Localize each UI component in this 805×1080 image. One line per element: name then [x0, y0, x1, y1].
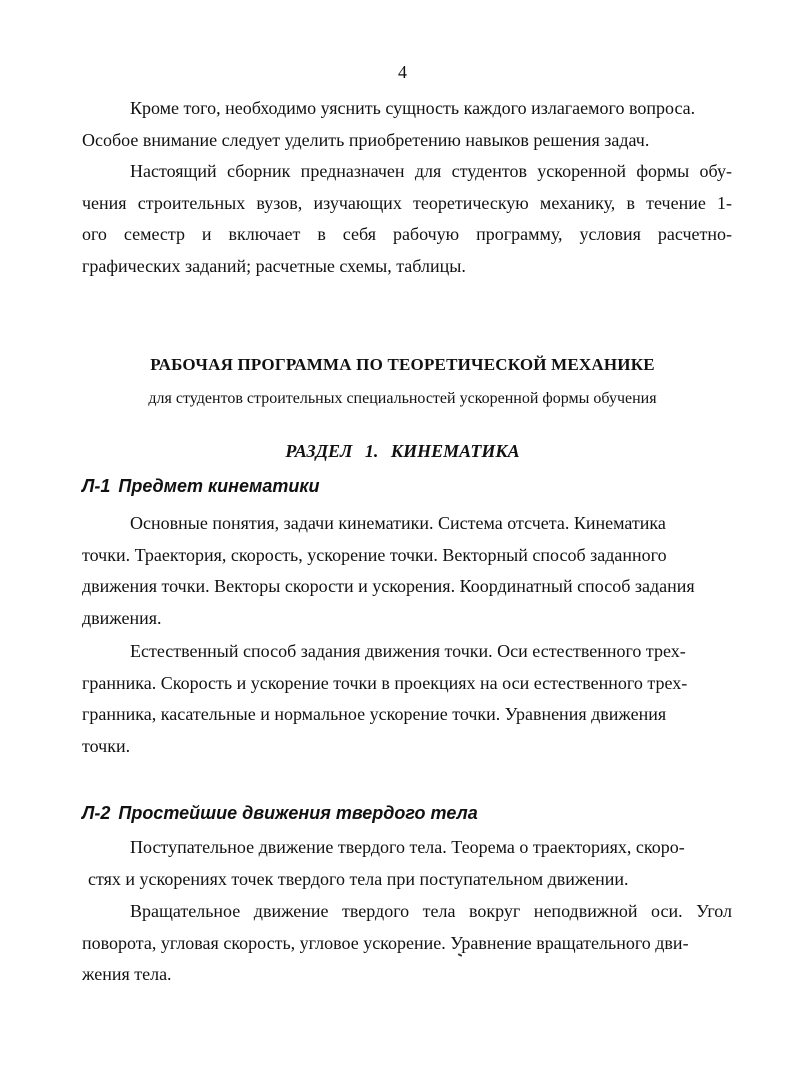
text-line: Особое внимание следует уделить приобретению навыков решения задач. — [82, 129, 650, 150]
lecture-number: Л-2 — [82, 803, 111, 823]
text-line: ого семестр и включает в себя рабочую программу, условия расчетно- — [82, 224, 732, 244]
text-line: графических заданий; расчетные схемы, таблицы. — [82, 255, 466, 276]
text-line: Настоящий сборник предназначен для студентов ускоренной формы обу- — [130, 161, 732, 181]
lecture-heading — [82, 476, 319, 497]
lecture-title: Простейшие движения твердого тела — [118, 803, 478, 823]
text-line: движения точки. Векторы скорости и ускорения. Координатный способ задания — [82, 576, 695, 596]
program-subtitle: для студентов строительных специальностей ускоренной формы обучения — [148, 390, 657, 407]
text-line: движения. — [82, 607, 162, 628]
text-line: чения строительных вузов, изучающих теоретическую механику, в течение 1- — [82, 192, 732, 213]
text-line: стях и ускорениях точек твердого тела при поступательном движении. — [88, 868, 629, 889]
text-line: точки. — [82, 735, 131, 756]
lecture-title: Предмет кинематики — [118, 476, 320, 496]
lecture-1-paragraph-1 — [82, 508, 732, 634]
intro-paragraph-2 — [82, 156, 732, 282]
lecture-2-paragraph-1 — [82, 832, 732, 895]
lecture-2-paragraph-2 — [82, 896, 732, 991]
intro-paragraph-1 — [82, 93, 732, 156]
text-line: Вращательное движение твердого тела вокруг неподвижной оси. Угол — [130, 901, 732, 921]
page-number: 4 — [398, 62, 407, 82]
section-title: РАЗДЕЛ 1. КИНЕМАТИКА — [285, 441, 520, 461]
text-line: гранника. Скорость и ускорение точки в проекциях на оси естественного трех- — [82, 672, 688, 693]
text-line: жения тела. — [82, 964, 172, 984]
text-line: точки. Траектория, скорость, ускорение точки. Векторный способ заданного — [82, 544, 667, 565]
text-line: Основные понятия, задачи кинематики. Система отсчета. Кинематика — [130, 513, 666, 533]
lecture-1-paragraph-2 — [82, 636, 732, 762]
text-line: поворота, угловая скорость, угловое ускорение. Уравнение вращательного дви- — [82, 932, 689, 953]
text-line: гранника, касательные и нормальное ускорение точки. Уравнения движения — [82, 704, 667, 724]
text-line: Поступательное движение твердого тела. Теорема о траекториях, скоро- — [130, 837, 685, 857]
text-line: Кроме того, необходимо уяснить сущность каждого излагаемого вопроса. — [130, 98, 696, 118]
program-title: РАБОЧАЯ ПРОГРАММА ПО ТЕОРЕТИЧЕСКОЙ МЕХАНИКЕ — [150, 355, 655, 374]
text-line: Естественный способ задания движения точки. Оси естественного трех- — [130, 641, 686, 661]
lecture-number: Л-1 — [82, 476, 111, 496]
lecture-heading — [82, 803, 478, 824]
